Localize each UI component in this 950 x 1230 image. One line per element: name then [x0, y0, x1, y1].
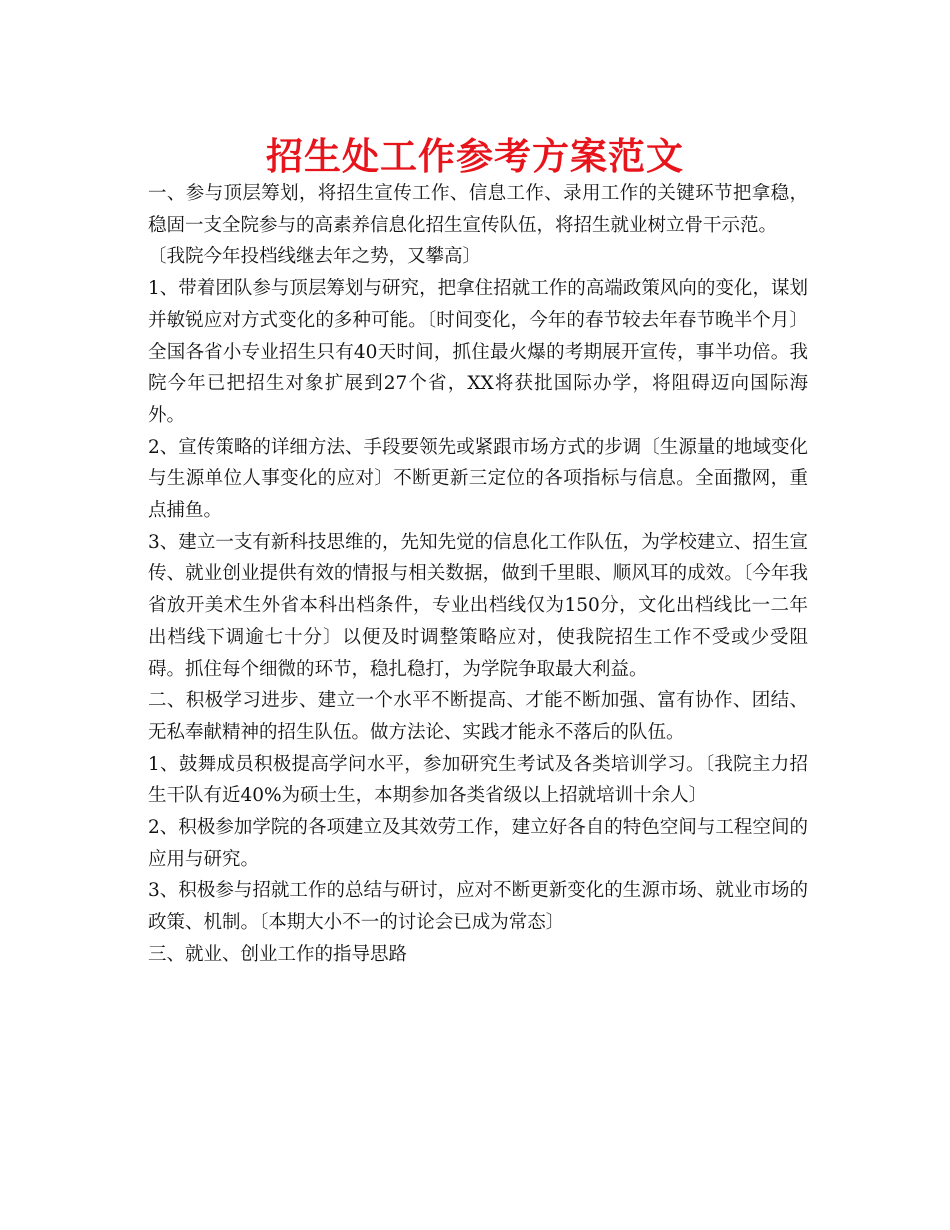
- paragraph-section-3: 三、就业、创业工作的指导思路: [148, 943, 408, 965]
- paragraph-item-1-2: 2、宣传策略的详细方法、手段要领先或紧跟市场方式的步调〔生源量的地域变化与生源单位人事变化的应对〕不断更新三定位的各项指标与信息。全面撒网，重点捕鱼。: [148, 436, 808, 522]
- paragraph-item-1-1: 1、带着团队参与顶层筹划与研究，把拿住招就工作的高端政策风向的变化，谋划并敏锐应对方式变化的多种可能。〔时间变化，今年的春节较去年春节晚半个月〕全国各省小专业招生只有40天时间，抓住最火爆的考期展开宣传，事半功倍。我院今年已把招生对象扩展到27个省，XX将获批国际办学，将阻碍迈向国际海外。: [148, 278, 808, 426]
- paragraph-item-1-3: 3、建立一支有新科技思维的，先知先觉的信息化工作队伍，为学校建立、招生宣传、就业创业提供有效的情报与相关数据，做到千里眼、顺风耳的成效。〔今年我省放开美术生外省本科出档条件，专业出档线仅为150分，文化出档线比一二年出档线下调逾七十分〕以便及时调整策略应对，使我院招生工作不受或少受阻碍。抓住每个细微的环节，稳扎稳打，为学院争取最大利益。: [148, 531, 808, 680]
- paragraph-note-admission-line: 〔我院今年投档线继去年之势，又攀高〕: [148, 246, 482, 268]
- paragraph-item-2-3: 3、积极参与招就工作的总结与研讨，应对不断更新变化的生源市场、就业市场的政策、机制。〔本期大小不一的讨论会已成为常态〕: [148, 880, 808, 934]
- paragraph-item-2-2: 2、积极参加学院的各项建立及其效劳工作，建立好各自的特色空间与工程空间的应用与研究。: [148, 817, 808, 870]
- paragraph-item-2-1: 1、鼓舞成员积极提高学问水平，参加研究生考试及各类培训学习。〔我院主力招生干队有近40%为硕士生，本期参加各类省级以上招就培训十余人〕: [148, 753, 808, 807]
- paragraph-section-1: 一、参与顶层筹划，将招生宣传工作、信息工作、录用工作的关键环节把拿稳，稳固一支全院参与的高素养信息化招生宣传队伍，将招生就业树立骨干示范。: [148, 183, 808, 236]
- document-body: [148, 178, 808, 971]
- document-title: 招生处工作参考方案范文: [266, 135, 684, 178]
- paragraph-section-2: 二、积极学习进步、建立一个水平不断提高、才能不断加强、富有协作、团结、无私奉献精神的招生队伍。做方法论、实践才能永不落后的队伍。: [148, 690, 808, 743]
